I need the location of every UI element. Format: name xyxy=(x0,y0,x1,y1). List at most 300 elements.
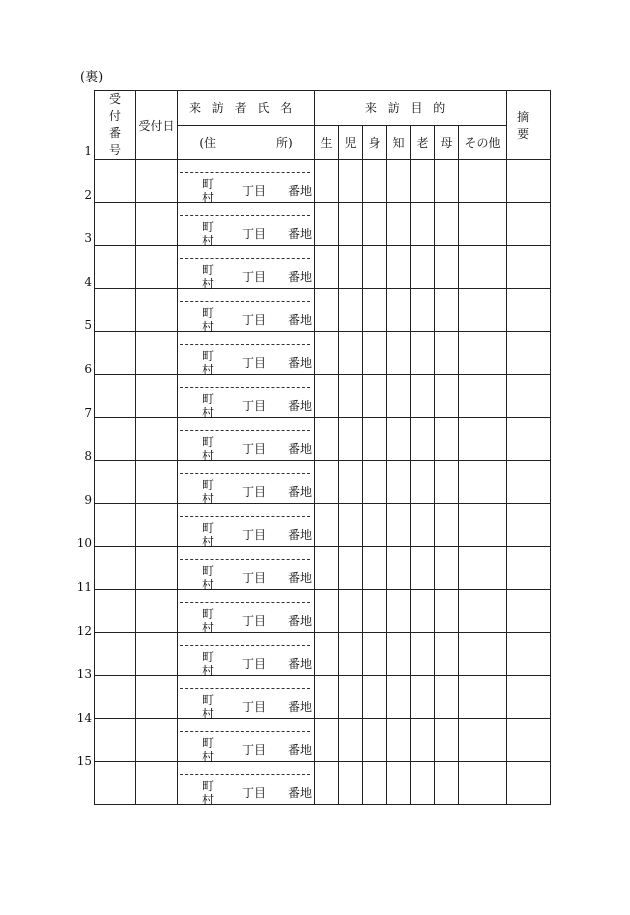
chome-label: 丁目 xyxy=(242,442,267,456)
town-label: 町 xyxy=(202,736,215,750)
visitor-name-address-cell[interactable] xyxy=(178,676,315,719)
row-number: 1 xyxy=(84,144,92,158)
purpose-check-cell[interactable] xyxy=(411,160,435,203)
purpose-check-cell[interactable] xyxy=(387,547,411,590)
purpose-check-cell[interactable] xyxy=(411,461,435,504)
purpose-check-cell[interactable] xyxy=(411,375,435,418)
purpose-check-cell[interactable] xyxy=(363,676,387,719)
purpose-check-cell[interactable] xyxy=(339,504,363,547)
purpose-check-cell[interactable] xyxy=(363,289,387,332)
remarks-cell[interactable] xyxy=(507,160,551,203)
purpose-check-cell[interactable] xyxy=(315,676,339,719)
purpose-check-cell[interactable] xyxy=(363,160,387,203)
town-label: 町 xyxy=(202,177,215,191)
visitor-name-address-cell[interactable] xyxy=(178,719,315,762)
purpose-check-cell[interactable] xyxy=(315,547,339,590)
purpose-col-header: 児 xyxy=(339,125,363,160)
remarks-cell[interactable] xyxy=(507,676,551,719)
name-address-divider xyxy=(180,602,310,603)
name-address-divider xyxy=(180,301,310,302)
purpose-check-cell[interactable] xyxy=(363,719,387,762)
chome-label: 丁目 xyxy=(242,571,267,585)
chome-label: 丁目 xyxy=(242,700,267,714)
purpose-check-cell[interactable] xyxy=(315,332,339,375)
header-reception-number: 受付 番号 xyxy=(95,91,136,160)
purpose-check-cell[interactable] xyxy=(339,676,363,719)
reception-date-cell[interactable] xyxy=(136,676,178,719)
row-number: 10 xyxy=(76,536,92,551)
reception-date-cell[interactable] xyxy=(136,547,178,590)
town-label: 町 xyxy=(202,392,215,406)
name-address-divider xyxy=(180,688,310,689)
reception-number-cell[interactable] xyxy=(95,719,136,762)
visitor-name-address-cell[interactable] xyxy=(178,203,315,246)
purpose-check-cell[interactable] xyxy=(363,762,387,805)
purpose-check-cell[interactable] xyxy=(339,590,363,633)
visitor-address-block xyxy=(178,633,314,678)
purpose-check-cell[interactable] xyxy=(435,719,459,762)
row-number: 15 xyxy=(76,754,92,769)
purpose-check-cell[interactable] xyxy=(315,203,339,246)
banchi-label: 番地 xyxy=(288,743,313,757)
reception-date-cell[interactable] xyxy=(136,375,178,418)
remarks-cell[interactable] xyxy=(507,375,551,418)
purpose-check-cell[interactable] xyxy=(411,633,435,676)
purpose-col-header: その他 xyxy=(459,125,507,160)
chome-label: 丁目 xyxy=(242,184,267,198)
table-row xyxy=(95,203,551,246)
banchi-label: 番地 xyxy=(288,700,313,714)
header-remarks: 摘要 xyxy=(507,91,551,160)
village-label: 村 xyxy=(202,664,215,678)
purpose-check-cell[interactable] xyxy=(315,246,339,289)
purpose-check-cell[interactable] xyxy=(363,418,387,461)
banchi-label: 番地 xyxy=(288,184,313,198)
header-reception-date: 受付日 xyxy=(136,91,178,160)
village-label: 村 xyxy=(202,363,215,377)
table-row xyxy=(95,289,551,332)
purpose-check-cell[interactable] xyxy=(459,332,507,375)
purpose-col-header: 知 xyxy=(387,125,411,160)
purpose-check-cell[interactable] xyxy=(411,676,435,719)
purpose-check-cell[interactable] xyxy=(411,246,435,289)
town-label: 町 xyxy=(202,435,215,449)
remarks-cell[interactable] xyxy=(507,461,551,504)
name-address-divider xyxy=(180,387,310,388)
reception-number-cell[interactable] xyxy=(95,332,136,375)
purpose-check-cell[interactable] xyxy=(411,504,435,547)
row-number: 5 xyxy=(84,318,92,333)
purpose-check-cell[interactable] xyxy=(363,504,387,547)
purpose-check-cell[interactable] xyxy=(315,461,339,504)
purpose-check-cell[interactable] xyxy=(435,332,459,375)
chome-label: 丁目 xyxy=(242,786,267,800)
remarks-cell[interactable] xyxy=(507,633,551,676)
purpose-check-cell[interactable] xyxy=(315,762,339,805)
row-number: 9 xyxy=(84,492,92,507)
purpose-check-cell[interactable] xyxy=(363,246,387,289)
row-number: 7 xyxy=(84,405,92,420)
visitor-address-block xyxy=(178,504,314,549)
town-label: 町 xyxy=(202,521,215,535)
purpose-check-cell[interactable] xyxy=(315,375,339,418)
purpose-check-cell[interactable] xyxy=(435,375,459,418)
remarks-cell[interactable] xyxy=(507,547,551,590)
purpose-check-cell[interactable] xyxy=(387,633,411,676)
visitor-address-block xyxy=(178,289,314,334)
purpose-check-cell[interactable] xyxy=(387,332,411,375)
purpose-check-cell[interactable] xyxy=(387,719,411,762)
purpose-check-cell[interactable] xyxy=(459,676,507,719)
purpose-check-cell[interactable] xyxy=(339,246,363,289)
purpose-check-cell[interactable] xyxy=(435,676,459,719)
name-address-divider xyxy=(180,172,310,173)
reception-date-cell[interactable] xyxy=(136,590,178,633)
reception-number-cell[interactable] xyxy=(95,504,136,547)
purpose-check-cell[interactable] xyxy=(315,160,339,203)
purpose-check-cell[interactable] xyxy=(435,289,459,332)
village-label: 村 xyxy=(202,320,215,334)
purpose-check-cell[interactable] xyxy=(315,504,339,547)
banchi-label: 番地 xyxy=(288,442,313,456)
visitor-name-address-cell[interactable] xyxy=(178,633,315,676)
village-label: 村 xyxy=(202,578,215,592)
table-row xyxy=(95,762,551,805)
reception-number-cell[interactable] xyxy=(95,160,136,203)
table-row xyxy=(95,719,551,762)
remarks-cell[interactable] xyxy=(507,332,551,375)
chome-label: 丁目 xyxy=(242,657,267,671)
remarks-cell[interactable] xyxy=(507,719,551,762)
purpose-check-cell[interactable] xyxy=(435,633,459,676)
purpose-check-cell[interactable] xyxy=(387,246,411,289)
visitor-address-block xyxy=(178,203,314,248)
row-number: 8 xyxy=(84,449,92,464)
purpose-check-cell[interactable] xyxy=(411,762,435,805)
banchi-label: 番地 xyxy=(288,528,313,542)
visitor-address-block xyxy=(178,676,314,721)
table-row xyxy=(95,246,551,289)
purpose-check-cell[interactable] xyxy=(363,461,387,504)
visitor-address-block xyxy=(178,332,314,377)
row-number: 4 xyxy=(84,274,92,289)
reception-number-cell[interactable] xyxy=(95,547,136,590)
purpose-check-cell[interactable] xyxy=(387,160,411,203)
banchi-label: 番地 xyxy=(288,657,313,671)
purpose-check-cell[interactable] xyxy=(363,203,387,246)
purpose-check-cell[interactable] xyxy=(435,590,459,633)
visitor-address-block xyxy=(178,246,314,291)
visitor-name-address-cell[interactable] xyxy=(178,418,315,461)
village-label: 村 xyxy=(202,793,215,807)
table-row xyxy=(95,590,551,633)
row-number: 11 xyxy=(76,580,92,594)
purpose-check-cell[interactable] xyxy=(315,418,339,461)
chome-label: 丁目 xyxy=(242,614,267,628)
purpose-check-cell[interactable] xyxy=(459,504,507,547)
reception-date-cell[interactable] xyxy=(136,633,178,676)
town-label: 町 xyxy=(202,779,215,793)
purpose-check-cell[interactable] xyxy=(459,633,507,676)
village-label: 村 xyxy=(202,191,215,205)
banchi-label: 番地 xyxy=(288,399,313,413)
reception-date-cell[interactable] xyxy=(136,246,178,289)
purpose-check-cell[interactable] xyxy=(387,676,411,719)
name-address-divider xyxy=(180,516,310,517)
purpose-check-cell[interactable] xyxy=(315,719,339,762)
purpose-check-cell[interactable] xyxy=(459,461,507,504)
purpose-check-cell[interactable] xyxy=(435,418,459,461)
village-label: 村 xyxy=(202,234,215,248)
purpose-check-cell[interactable] xyxy=(315,289,339,332)
purpose-col-header: 生 xyxy=(315,125,339,160)
remarks-cell[interactable] xyxy=(507,504,551,547)
name-address-divider xyxy=(180,215,310,216)
purpose-check-cell[interactable] xyxy=(363,332,387,375)
purpose-col-header: 母 xyxy=(435,125,459,160)
banchi-label: 番地 xyxy=(288,786,313,800)
chome-label: 丁目 xyxy=(242,313,267,327)
name-address-divider xyxy=(180,473,310,474)
visitor-address-block xyxy=(178,418,314,463)
visitor-name-address-cell[interactable] xyxy=(178,547,315,590)
table-row xyxy=(95,633,551,676)
purpose-check-cell[interactable] xyxy=(315,590,339,633)
purpose-check-cell[interactable] xyxy=(459,762,507,805)
purpose-check-cell[interactable] xyxy=(339,418,363,461)
purpose-check-cell[interactable] xyxy=(435,547,459,590)
purpose-check-cell[interactable] xyxy=(339,203,363,246)
table-row xyxy=(95,418,551,461)
purpose-check-cell[interactable] xyxy=(387,203,411,246)
table-row xyxy=(95,504,551,547)
table-row xyxy=(95,676,551,719)
town-label: 町 xyxy=(202,650,215,664)
reception-date-cell[interactable] xyxy=(136,160,178,203)
purpose-check-cell[interactable] xyxy=(435,504,459,547)
purpose-check-cell[interactable] xyxy=(339,633,363,676)
purpose-col-header: 身 xyxy=(363,125,387,160)
purpose-check-cell[interactable] xyxy=(411,203,435,246)
reception-date-cell[interactable] xyxy=(136,203,178,246)
name-address-divider xyxy=(180,645,310,646)
village-label: 村 xyxy=(202,750,215,764)
table-row xyxy=(95,160,551,203)
village-label: 村 xyxy=(202,535,215,549)
table-row xyxy=(95,332,551,375)
purpose-check-cell[interactable] xyxy=(459,418,507,461)
reception-date-cell[interactable] xyxy=(136,719,178,762)
header-visit-purpose: 来訪目的 xyxy=(315,91,507,126)
purpose-check-cell[interactable] xyxy=(363,375,387,418)
visitor-name-address-cell[interactable] xyxy=(178,246,315,289)
banchi-label: 番地 xyxy=(288,571,313,585)
remarks-cell[interactable] xyxy=(507,762,551,805)
remarks-cell[interactable] xyxy=(507,590,551,633)
banchi-label: 番地 xyxy=(288,485,313,499)
table-row xyxy=(95,547,551,590)
name-address-divider xyxy=(180,731,310,732)
town-label: 町 xyxy=(202,349,215,363)
row-number: 6 xyxy=(84,362,92,376)
chome-label: 丁目 xyxy=(242,270,267,284)
purpose-check-cell[interactable] xyxy=(339,375,363,418)
purpose-check-cell[interactable] xyxy=(411,590,435,633)
visitor-name-address-cell[interactable] xyxy=(178,332,315,375)
reception-number-cell[interactable] xyxy=(95,246,136,289)
visitor-address-block xyxy=(178,719,314,764)
reception-date-cell[interactable] xyxy=(136,504,178,547)
purpose-check-cell[interactable] xyxy=(411,332,435,375)
purpose-check-cell[interactable] xyxy=(363,590,387,633)
town-label: 町 xyxy=(202,220,215,234)
purpose-check-cell[interactable] xyxy=(435,203,459,246)
purpose-check-cell[interactable] xyxy=(387,590,411,633)
row-number: 13 xyxy=(76,667,92,682)
visitor-address-block xyxy=(178,160,314,205)
purpose-check-cell[interactable] xyxy=(339,547,363,590)
purpose-check-cell[interactable] xyxy=(435,762,459,805)
purpose-col-header: 老 xyxy=(411,125,435,160)
purpose-check-cell[interactable] xyxy=(411,418,435,461)
chome-label: 丁目 xyxy=(242,528,267,542)
banchi-label: 番地 xyxy=(288,227,313,241)
purpose-check-cell[interactable] xyxy=(435,160,459,203)
town-label: 町 xyxy=(202,564,215,578)
chome-label: 丁目 xyxy=(242,485,267,499)
village-label: 村 xyxy=(202,492,215,506)
reception-number-cell[interactable] xyxy=(95,418,136,461)
banchi-label: 番地 xyxy=(288,270,313,284)
visitor-name-address-cell[interactable] xyxy=(178,762,315,805)
town-label: 町 xyxy=(202,693,215,707)
reception-number-cell[interactable] xyxy=(95,676,136,719)
visitor-address-block xyxy=(178,762,314,807)
purpose-check-cell[interactable] xyxy=(339,762,363,805)
visitor-name-address-cell[interactable] xyxy=(178,375,315,418)
header-visitor-address: (住 所) xyxy=(178,125,315,160)
purpose-check-cell[interactable] xyxy=(435,246,459,289)
town-label: 町 xyxy=(202,306,215,320)
purpose-check-cell[interactable] xyxy=(435,461,459,504)
purpose-check-cell[interactable] xyxy=(459,203,507,246)
visitor-address-block xyxy=(178,461,314,506)
purpose-check-cell[interactable] xyxy=(411,289,435,332)
remarks-cell[interactable] xyxy=(507,246,551,289)
reception-number-cell[interactable] xyxy=(95,633,136,676)
name-address-divider xyxy=(180,344,310,345)
purpose-check-cell[interactable] xyxy=(459,719,507,762)
chome-label: 丁目 xyxy=(242,227,267,241)
remarks-cell[interactable] xyxy=(507,203,551,246)
purpose-check-cell[interactable] xyxy=(459,246,507,289)
visitor-name-address-cell[interactable] xyxy=(178,461,315,504)
remarks-cell[interactable] xyxy=(507,418,551,461)
chome-label: 丁目 xyxy=(242,743,267,757)
remarks-cell[interactable] xyxy=(507,289,551,332)
reception-number-cell[interactable] xyxy=(95,461,136,504)
banchi-label: 番地 xyxy=(288,356,313,370)
name-address-divider xyxy=(180,430,310,431)
village-label: 村 xyxy=(202,406,215,420)
banchi-label: 番地 xyxy=(288,614,313,628)
village-label: 村 xyxy=(202,707,215,721)
visitor-address-block xyxy=(178,547,314,592)
purpose-check-cell[interactable] xyxy=(387,418,411,461)
page-side-label: (裏) xyxy=(80,70,104,85)
chome-label: 丁目 xyxy=(242,399,267,413)
purpose-check-cell[interactable] xyxy=(459,590,507,633)
reception-date-cell[interactable] xyxy=(136,762,178,805)
town-label: 町 xyxy=(202,263,215,277)
purpose-check-cell[interactable] xyxy=(411,547,435,590)
purpose-check-cell[interactable] xyxy=(387,762,411,805)
purpose-check-cell[interactable] xyxy=(387,461,411,504)
reception-number-cell[interactable] xyxy=(95,375,136,418)
purpose-check-cell[interactable] xyxy=(459,547,507,590)
reception-date-cell[interactable] xyxy=(136,289,178,332)
purpose-check-cell[interactable] xyxy=(387,289,411,332)
reception-number-cell[interactable] xyxy=(95,203,136,246)
purpose-check-cell[interactable] xyxy=(339,289,363,332)
purpose-check-cell[interactable] xyxy=(363,633,387,676)
purpose-check-cell[interactable] xyxy=(387,375,411,418)
banchi-label: 番地 xyxy=(288,313,313,327)
town-label: 町 xyxy=(202,478,215,492)
name-address-divider xyxy=(180,258,310,259)
village-label: 村 xyxy=(202,621,215,635)
name-address-divider xyxy=(180,774,310,775)
visitor-name-address-cell[interactable] xyxy=(178,160,315,203)
village-label: 村 xyxy=(202,277,215,291)
reception-date-cell[interactable] xyxy=(136,332,178,375)
table-row xyxy=(95,461,551,504)
header-visitor-name: 来訪者氏名 xyxy=(178,91,315,126)
reception-date-cell[interactable] xyxy=(136,418,178,461)
reception-date-cell[interactable] xyxy=(136,461,178,504)
reception-number-cell[interactable] xyxy=(95,590,136,633)
row-number: 3 xyxy=(84,231,92,246)
table-row xyxy=(95,375,551,418)
visitor-address-block xyxy=(178,590,314,635)
name-address-divider xyxy=(180,559,310,560)
visitor-log-table xyxy=(94,90,551,805)
purpose-check-cell[interactable] xyxy=(387,504,411,547)
row-number: 14 xyxy=(76,710,92,725)
village-label: 村 xyxy=(202,449,215,463)
purpose-check-cell[interactable] xyxy=(363,547,387,590)
purpose-check-cell[interactable] xyxy=(339,160,363,203)
row-number: 2 xyxy=(84,187,92,202)
reception-number-cell[interactable] xyxy=(95,289,136,332)
visitor-address-block xyxy=(178,375,314,420)
purpose-check-cell[interactable] xyxy=(315,633,339,676)
town-label: 町 xyxy=(202,607,215,621)
chome-label: 丁目 xyxy=(242,356,267,370)
purpose-check-cell[interactable] xyxy=(339,461,363,504)
visitor-name-address-cell[interactable] xyxy=(178,590,315,633)
row-number: 12 xyxy=(76,623,92,638)
purpose-check-cell[interactable] xyxy=(339,719,363,762)
purpose-check-cell[interactable] xyxy=(459,160,507,203)
purpose-check-cell[interactable] xyxy=(459,375,507,418)
purpose-check-cell[interactable] xyxy=(339,332,363,375)
visitor-name-address-cell[interactable] xyxy=(178,504,315,547)
reception-number-cell[interactable] xyxy=(95,762,136,805)
purpose-check-cell[interactable] xyxy=(459,289,507,332)
purpose-check-cell[interactable] xyxy=(411,719,435,762)
visitor-name-address-cell[interactable] xyxy=(178,289,315,332)
